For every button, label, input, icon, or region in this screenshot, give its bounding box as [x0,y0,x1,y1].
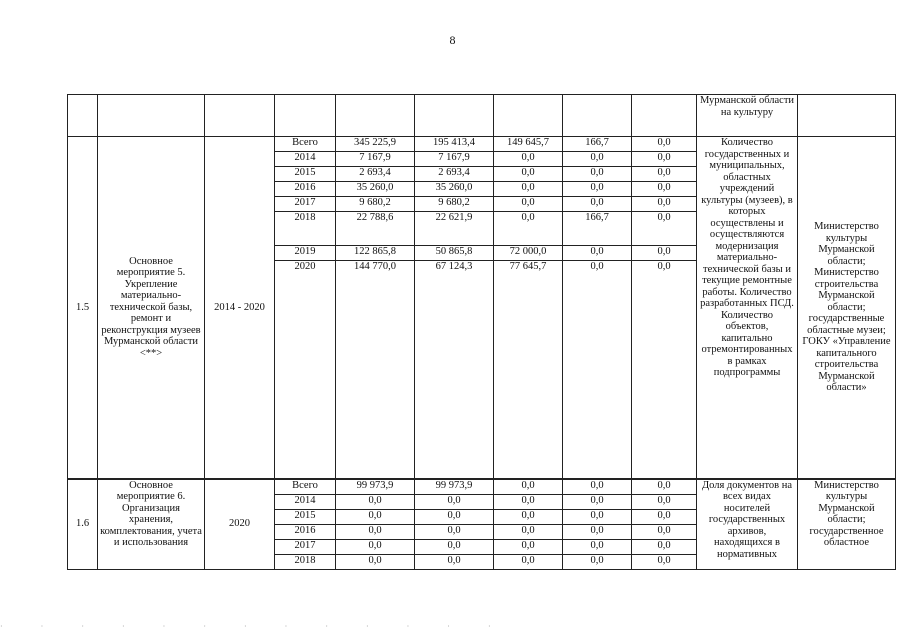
local-budget-cell: 0,0 [563,509,632,524]
local-budget-cell: 0,0 [563,167,632,182]
local-budget-cell: 0,0 [563,152,632,167]
indicator-cell: Количество государственных и муниципальных, областных учреждений культуры (музеев), в которых осуществлены и осуществляются модернизация материально-технической базы и текущие ремонтные работы. Количество разработанных ПСД. Количество объектов, капитально отремонтированных в рамках подпрограммы [697,137,798,479]
activity-name: Основное мероприятие 5. Укрепление материально-технической базы, ремонт и реконструкция музеев Мурманской области <**> [98,137,205,479]
federal-budget-cell: 0,0 [494,212,563,246]
page-number: 8 [449,33,456,47]
year-cell: 2018 [275,212,336,246]
row-number: 1.6 [68,479,98,570]
table-row [68,479,896,495]
regional-budget-cell: 0,0 [415,494,494,509]
other-sources-cell: 0,0 [632,261,697,479]
other-sources-cell: 0,0 [632,524,697,539]
other-sources-cell: 0,0 [632,539,697,554]
total-cell: 0,0 [336,554,415,569]
year-cell: Всего [275,479,336,495]
table-row [68,137,896,152]
executor-cell: Министерство культуры Мурманской области; Министерство строительства Мурманской области; государственные областные музеи; ГОКУ «Управление капитального строительства Мурманской области» [798,137,896,479]
other-sources-cell: 0,0 [632,554,697,569]
other-sources-cell: 0,0 [632,152,697,167]
local-budget-cell: 0,0 [563,182,632,197]
federal-budget-cell: 149 645,7 [494,137,563,152]
regional-budget-cell: 2 693,4 [415,167,494,182]
total-cell: 122 865,8 [336,246,415,261]
year-cell: 2014 [275,152,336,167]
regional-budget-cell: 0,0 [415,539,494,554]
federal-budget-cell: 0,0 [494,197,563,212]
regional-budget-cell: 0,0 [415,509,494,524]
year-cell: Всего [275,137,336,152]
other-sources-cell: 0,0 [632,212,697,246]
regional-budget-cell: 195 413,4 [415,137,494,152]
local-budget-cell: 0,0 [563,554,632,569]
federal-budget-cell: 72 000,0 [494,246,563,261]
year-cell: 2015 [275,167,336,182]
year-cell: 2020 [275,261,336,479]
year-cell: 2018 [275,554,336,569]
regional-budget-cell: 9 680,2 [415,197,494,212]
other-sources-cell: 0,0 [632,167,697,182]
total-cell: 345 225,9 [336,137,415,152]
activity-period: 2014 - 2020 [205,137,275,479]
total-cell: 0,0 [336,509,415,524]
activity-period: 2020 [205,479,275,570]
regional-budget-cell: 99 973,9 [415,479,494,495]
federal-budget-cell: 0,0 [494,479,563,495]
other-sources-cell: 0,0 [632,137,697,152]
other-sources-cell: 0,0 [632,509,697,524]
total-cell: 0,0 [336,524,415,539]
federal-budget-cell: 0,0 [494,182,563,197]
regional-budget-cell: 50 865,8 [415,246,494,261]
other-sources-cell: 0,0 [632,197,697,212]
local-budget-cell: 166,7 [563,212,632,246]
row-number: 1.5 [68,137,98,479]
other-sources-cell: 0,0 [632,494,697,509]
local-budget-cell: 0,0 [563,524,632,539]
local-budget-cell: 0,0 [563,494,632,509]
federal-budget-cell: 77 645,7 [494,261,563,479]
scan-noise: · · · · · · · · · · · · · [0,622,509,631]
total-cell: 22 788,6 [336,212,415,246]
other-sources-cell: 0,0 [632,246,697,261]
indicator-cell: Доля документов на всех видах носителей государственных архивов, находящихся в нормативных [697,479,798,570]
federal-budget-cell: 0,0 [494,509,563,524]
federal-budget-cell: 0,0 [494,554,563,569]
total-cell: 9 680,2 [336,197,415,212]
total-cell: 35 260,0 [336,182,415,197]
continuation-row [68,95,896,137]
other-sources-cell: 0,0 [632,479,697,495]
total-cell: 99 973,9 [336,479,415,495]
local-budget-cell: 0,0 [563,479,632,495]
federal-budget-cell: 0,0 [494,167,563,182]
local-budget-cell: 0,0 [563,261,632,479]
total-cell: 2 693,4 [336,167,415,182]
regional-budget-cell: 7 167,9 [415,152,494,167]
local-budget-cell: 0,0 [563,539,632,554]
total-cell: 144 770,0 [336,261,415,479]
year-cell: 2016 [275,524,336,539]
year-cell: 2016 [275,182,336,197]
local-budget-cell: 166,7 [563,137,632,152]
regional-budget-cell: 22 621,9 [415,212,494,246]
federal-budget-cell: 0,0 [494,539,563,554]
other-sources-cell: 0,0 [632,182,697,197]
year-cell: 2019 [275,246,336,261]
federal-budget-cell: 0,0 [494,524,563,539]
regional-budget-cell: 0,0 [415,524,494,539]
regional-budget-cell: 67 124,3 [415,261,494,479]
local-budget-cell: 0,0 [563,246,632,261]
year-cell: 2017 [275,539,336,554]
activity-name: Основное мероприятие 6. Организация хранения, комплектования, учета и использования [98,479,205,570]
total-cell: 7 167,9 [336,152,415,167]
total-cell: 0,0 [336,539,415,554]
indicator-cell: Мурманской области на культуру [697,95,798,137]
year-cell: 2017 [275,197,336,212]
federal-budget-cell: 0,0 [494,494,563,509]
regional-budget-cell: 35 260,0 [415,182,494,197]
total-cell: 0,0 [336,494,415,509]
year-cell: 2015 [275,509,336,524]
regional-budget-cell: 0,0 [415,554,494,569]
program-table [67,94,896,570]
executor-cell: Министерство культуры Мурманской области; государственное областное [798,479,896,570]
year-cell: 2014 [275,494,336,509]
local-budget-cell: 0,0 [563,197,632,212]
federal-budget-cell: 0,0 [494,152,563,167]
